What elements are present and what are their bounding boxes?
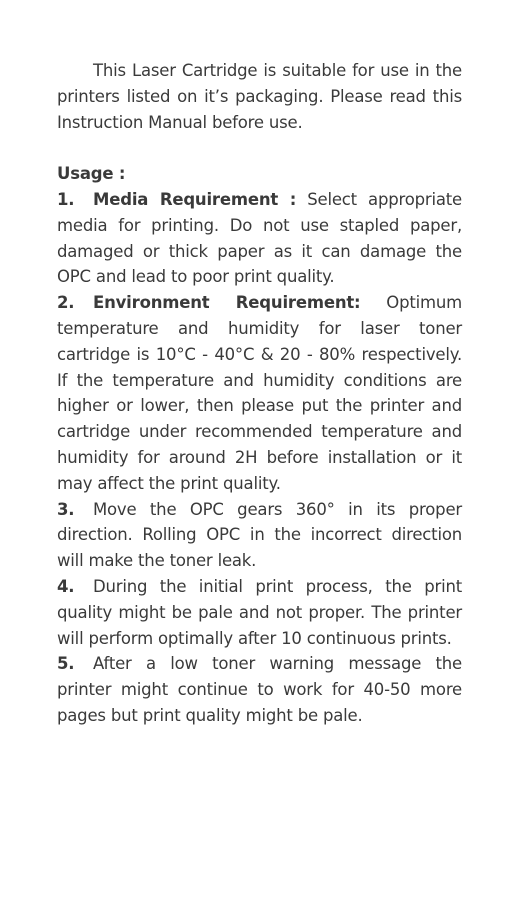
usage-item-3 xyxy=(57,497,462,574)
item-number: 2. xyxy=(57,293,75,313)
intro-paragraph: This Laser Cartridge is suitable for use in the printers listed on it’s packaging. Please read this Instruction Manual before use. xyxy=(57,61,462,132)
item-number: 5. xyxy=(57,654,75,674)
usage-item-4 xyxy=(57,574,462,651)
usage-heading: Usage : xyxy=(57,164,126,184)
usage-item-2 xyxy=(57,290,462,496)
item-number: 3. xyxy=(57,499,75,519)
item-number: 4. xyxy=(57,576,75,596)
item-text: Optimum temperature and humidity for laser toner cartridge is 10°C - 40°C & 20 - 80% respectively. If the temperature and humidity conditions are higher or lower, then please put the printer and cartridge under recommended temperature and humidity for around 2H before installation or it may affect the print quality. xyxy=(57,293,462,493)
usage-item-5 xyxy=(57,651,462,728)
instruction-manual-text xyxy=(57,58,462,729)
item-title: Environment Requirement: xyxy=(93,293,361,313)
item-text: After a low toner warning message the printer might continue to work for 40-50 more pages but print quality might be pale. xyxy=(57,654,462,725)
item-title: Media Requirement : xyxy=(93,189,297,209)
item-number: 1. xyxy=(57,189,75,209)
item-text: During the initial print process, the print quality might be pale and not proper. The printer will perform optimally after 10 continuous prints. xyxy=(57,576,462,648)
usage-item-1 xyxy=(57,187,462,290)
item-text: Move the OPC gears 360° in its proper direction. Rolling OPC in the incorrect direction will make the toner leak. xyxy=(57,499,462,571)
item-text: Select appropriate media for printing. Do not use stapled paper, damaged or thick paper as it can damage the OPC and lead to poor print quality. xyxy=(57,189,462,287)
